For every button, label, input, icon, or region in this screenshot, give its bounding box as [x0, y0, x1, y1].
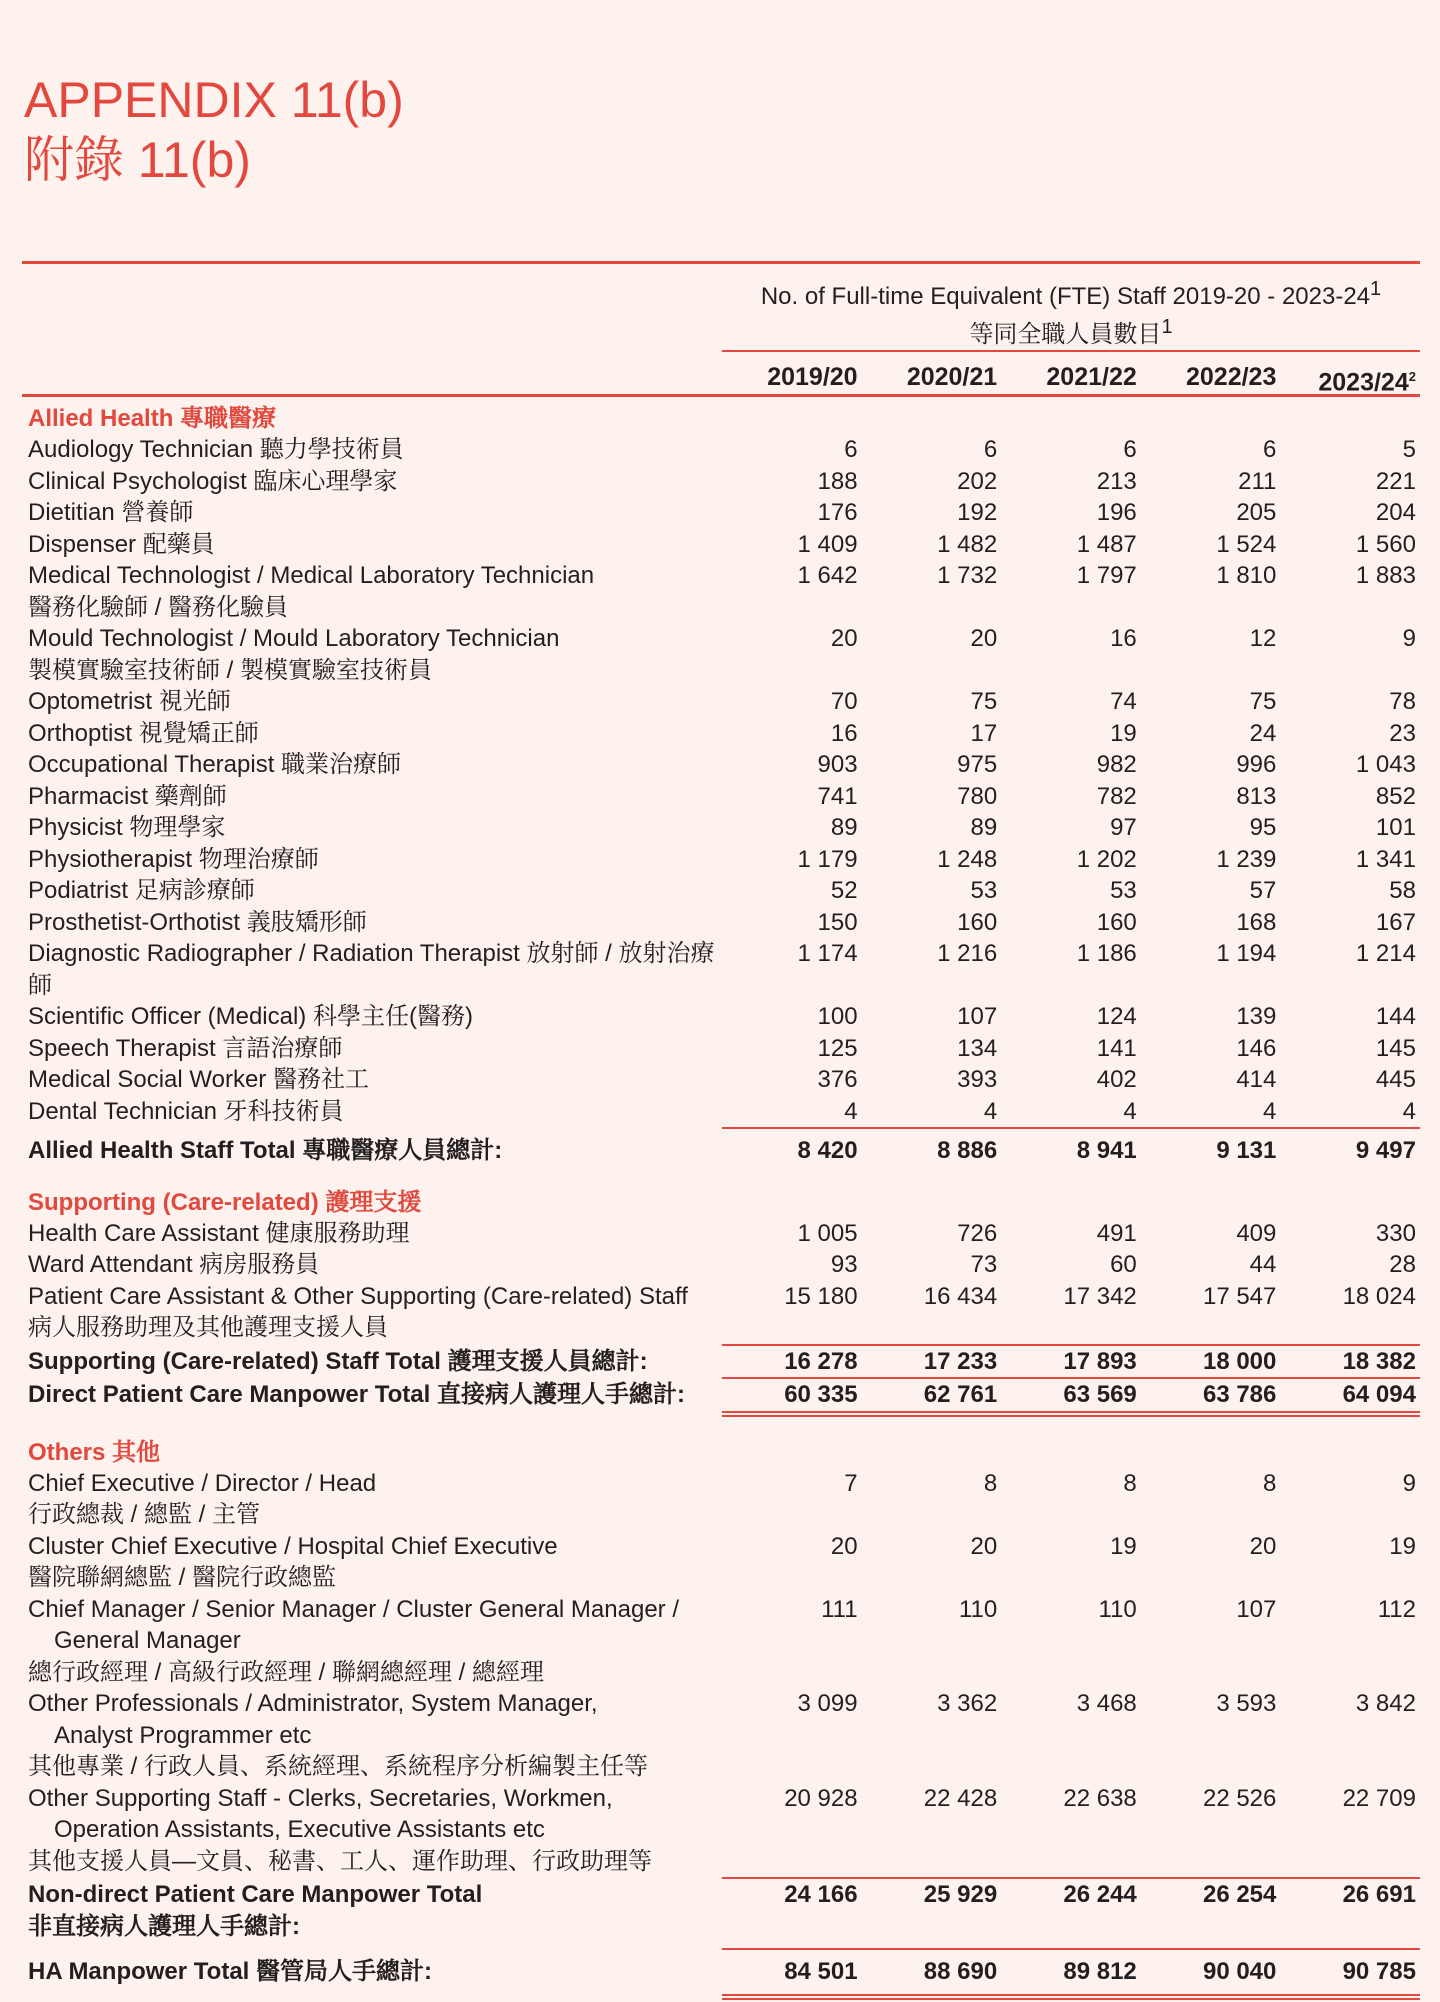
value-cell: 204 — [1375, 499, 1416, 526]
table-row — [22, 1249, 1420, 1281]
value-cell: 125 — [817, 1034, 858, 1062]
table-row — [22, 938, 1420, 1001]
value-cell: 1 005 — [797, 1219, 858, 1247]
row-label-l1: Chief Manager / Senior Manager / Cluster General Manager / — [28, 1595, 679, 1623]
row-label-l1: Chief Executive / Director / Head — [28, 1469, 377, 1497]
value-cell: 28 — [1389, 1251, 1416, 1278]
value-cell: 57 — [1249, 877, 1277, 904]
row-label — [22, 1688, 722, 1783]
value-cell: 44 — [1249, 1251, 1277, 1278]
value-cell: 3 099 — [797, 1690, 858, 1717]
table-row — [22, 1064, 1420, 1096]
year-header: 2022/23 — [1186, 363, 1277, 391]
row-label: Allied Health Staff Total 專職醫療人員總計: — [28, 1137, 503, 1164]
value-cell: 330 — [1375, 1219, 1416, 1247]
value-cell: 110 — [1098, 1595, 1137, 1623]
value-cell: 780 — [957, 782, 998, 810]
table-row — [22, 781, 1420, 813]
value-cell: 124 — [1096, 1003, 1137, 1030]
row-label-l1: Optometrist 視光師 — [28, 688, 231, 715]
row-label — [22, 907, 722, 939]
fte-staff-table — [22, 261, 1420, 2000]
value-cell: 1 186 — [1076, 940, 1137, 967]
row-label-l1: Medical Technologist / Medical Laboratory Technician — [28, 562, 595, 589]
value-cell: 12 — [1249, 625, 1277, 652]
value-cell: 741 — [817, 782, 858, 810]
value-cell: 60 — [1110, 1251, 1137, 1278]
value-cell: 22 638 — [1063, 1784, 1137, 1812]
value-cell: 3 362 — [937, 1690, 998, 1717]
table-row — [22, 1281, 1420, 1344]
section-heading-allied-health: Allied Health 專職醫療 — [28, 405, 277, 432]
row-label — [22, 1218, 722, 1250]
value-cell: 3 593 — [1216, 1690, 1277, 1717]
value-cell: 1 239 — [1216, 845, 1277, 873]
row-label-l1: Physicist 物理學家 — [28, 814, 226, 841]
value-cell: 6 — [1263, 436, 1277, 463]
value-cell: 160 — [957, 908, 998, 936]
value-cell: 19 — [1389, 1532, 1416, 1560]
row-label — [22, 844, 722, 876]
table-row — [22, 434, 1420, 466]
value-cell: 93 — [830, 1251, 858, 1278]
row-label-l1: Prosthetist-Orthotist 義肢矯形師 — [28, 908, 367, 936]
value-cell: 1 248 — [937, 845, 998, 873]
caption-zh-footnote-1: 1 — [1161, 316, 1173, 338]
value-cell: 1 482 — [937, 530, 998, 558]
value-cell: 376 — [817, 1066, 858, 1093]
row-label-l1: Audiology Technician 聽力學技術員 — [28, 436, 404, 463]
row-label-ind: General Manager — [54, 1627, 241, 1654]
value-cell: 25 929 — [923, 1881, 998, 1908]
value-cell: 78 — [1389, 688, 1416, 715]
value-cell: 402 — [1096, 1066, 1137, 1093]
value-cell: 1 409 — [797, 530, 858, 558]
value-cell: 110 — [958, 1595, 998, 1623]
non-direct-total-row — [22, 1879, 1420, 1942]
row-label — [22, 1001, 722, 1033]
row-label — [22, 812, 722, 844]
row-label: Supporting (Care-related) Staff Total 護理支援人員總計: — [28, 1347, 648, 1375]
row-label-l1: Ward Attendant 病房服務員 — [28, 1251, 320, 1278]
value-cell: 6 — [983, 436, 998, 463]
value-cell: 813 — [1236, 782, 1277, 810]
table-row — [22, 1218, 1420, 1250]
value-cell: 75 — [970, 688, 998, 715]
page-title — [24, 70, 404, 190]
year-headers — [722, 360, 1420, 399]
value-cell: 22 709 — [1342, 1784, 1416, 1812]
value-cell: 445 — [1375, 1066, 1416, 1093]
row-label-l2: 醫務化驗師 / 醫務化驗員 — [28, 593, 289, 621]
table-row — [22, 749, 1420, 781]
row-label-l1: Speech Therapist 言語治療師 — [28, 1034, 343, 1062]
value-cell: 63 786 — [1202, 1381, 1277, 1408]
row-label-l2: 醫院聯網總監 / 醫院行政總監 — [28, 1564, 337, 1591]
value-cell: 17 233 — [923, 1347, 998, 1375]
row-label-l1: Diagnostic Radiographer / Radiation Therapist 放射師 / 放射治療師 — [28, 940, 715, 999]
row-label-ind: Analyst Programmer etc — [54, 1721, 312, 1749]
row-label — [22, 1033, 722, 1065]
value-cell: 24 — [1249, 719, 1277, 747]
row-label — [22, 938, 722, 1001]
double-rule-top — [722, 1994, 1420, 1996]
row-label-l1: Cluster Chief Executive / Hospital Chief Executive — [28, 1532, 558, 1560]
value-cell: 903 — [817, 751, 858, 778]
value-cell: 160 — [1096, 908, 1137, 936]
value-cell: 26 254 — [1202, 1881, 1277, 1908]
value-cell: 8 941 — [1076, 1137, 1137, 1164]
value-cell: 852 — [1375, 782, 1416, 810]
row-label — [22, 497, 722, 529]
value-cell: 4 — [1263, 1097, 1277, 1125]
table-row — [22, 686, 1420, 718]
value-cell: 4 — [983, 1097, 998, 1125]
row-label-l1: Scientific Officer (Medical) 科學主任(醫務) — [28, 1003, 473, 1030]
row-label-l2: 總行政經理 / 高級行政經理 / 聯網總經理 / 總經理 — [28, 1658, 545, 1686]
ha-total-row — [22, 1950, 1420, 1988]
value-cell: 167 — [1375, 908, 1416, 936]
value-cell: 26 244 — [1063, 1881, 1137, 1908]
value-cell: 18 000 — [1202, 1347, 1277, 1375]
table-row — [22, 1594, 1420, 1689]
section-heading-supporting: Supporting (Care-related) 護理支援 — [28, 1188, 422, 1216]
value-cell: 1 174 — [797, 940, 858, 967]
value-cell: 188 — [817, 467, 858, 495]
value-cell: 89 — [830, 814, 858, 841]
value-cell: 1 810 — [1216, 562, 1277, 589]
value-cell: 15 180 — [784, 1282, 858, 1310]
year-header: 2021/22 — [1046, 363, 1137, 391]
others-rows — [22, 1468, 1420, 1878]
value-cell: 8 420 — [797, 1137, 858, 1164]
value-cell: 90 785 — [1342, 1958, 1416, 1985]
value-cell: 112 — [1377, 1595, 1416, 1623]
value-cell: 4 — [844, 1097, 858, 1125]
table-row — [22, 1783, 1420, 1878]
value-cell: 22 428 — [923, 1784, 998, 1812]
table-row — [22, 529, 1420, 561]
value-cell: 18 024 — [1342, 1282, 1416, 1310]
section-heading-others: Others 其他 — [28, 1438, 161, 1466]
year-header: 2020/21 — [906, 363, 998, 391]
value-cell: 63 569 — [1063, 1381, 1137, 1408]
value-cell: 144 — [1375, 1003, 1416, 1030]
table-row — [22, 844, 1420, 876]
row-label — [22, 1783, 722, 1878]
value-cell: 16 434 — [923, 1282, 998, 1310]
row-label-l2: 其他專業 / 行政人員、系統經理、系統程序分析編製主任等 — [28, 1753, 649, 1780]
value-cell: 145 — [1375, 1034, 1416, 1062]
row-label — [22, 434, 722, 466]
value-cell: 16 — [1110, 625, 1137, 652]
caption-rule — [722, 350, 1420, 352]
value-cell: 70 — [830, 688, 858, 715]
value-cell: 202 — [957, 467, 998, 495]
table-row — [22, 1001, 1420, 1033]
value-cell: 192 — [957, 499, 998, 526]
row-label-en: Non-direct Patient Care Manpower Total — [28, 1881, 483, 1908]
value-cell: 20 — [830, 625, 858, 652]
value-cell: 17 547 — [1202, 1282, 1277, 1310]
table-caption — [722, 274, 1420, 350]
caption-footnote-1: 1 — [1370, 278, 1382, 300]
table-row — [22, 1096, 1420, 1128]
row-label — [22, 781, 722, 813]
row-label — [22, 749, 722, 781]
table-row — [22, 875, 1420, 907]
value-cell: 1 214 — [1355, 940, 1416, 967]
value-cell: 52 — [830, 877, 858, 904]
value-cell: 782 — [1096, 782, 1137, 810]
value-cell: 150 — [817, 908, 858, 936]
value-cell: 726 — [957, 1219, 998, 1247]
row-label — [22, 560, 722, 623]
table-row — [22, 907, 1420, 939]
row-label — [22, 1531, 722, 1594]
value-cell: 1 797 — [1076, 562, 1137, 589]
value-cell: 95 — [1249, 814, 1277, 841]
value-cell: 213 — [1096, 467, 1137, 495]
allied-health-rows — [22, 434, 1420, 1127]
value-cell: 9 131 — [1216, 1137, 1277, 1164]
value-cell: 9 — [1402, 625, 1416, 652]
value-cell: 17 342 — [1063, 1282, 1137, 1310]
value-cell: 146 — [1236, 1034, 1277, 1062]
row-label: HA Manpower Total 醫管局人手總計: — [28, 1958, 432, 1985]
value-cell: 982 — [1096, 751, 1137, 778]
value-cell: 1 341 — [1355, 845, 1416, 873]
value-cell: 975 — [957, 751, 998, 778]
value-cell: 221 — [1375, 467, 1416, 495]
value-cell: 101 — [1375, 814, 1416, 841]
value-cell: 3 468 — [1076, 1690, 1137, 1717]
value-cell: 4 — [1402, 1097, 1416, 1125]
row-label-l1: Mould Technologist / Mould Laboratory Technician — [28, 625, 560, 652]
year-header — [1280, 360, 1420, 399]
value-cell: 17 893 — [1063, 1347, 1137, 1375]
value-cell: 6 — [844, 436, 858, 463]
section-gap — [22, 1417, 1420, 1437]
value-cell: 1 883 — [1355, 562, 1416, 589]
row-label-l1: Physiotherapist 物理治療師 — [28, 845, 319, 873]
row-label-l2: 其他支援人員—文員、秘書、工人、運作助理、行政助理等 — [28, 1847, 652, 1875]
value-cell: 17 — [970, 719, 998, 747]
table-row — [22, 812, 1420, 844]
title-english: APPENDIX 11(b) — [24, 72, 404, 128]
value-cell: 139 — [1236, 1003, 1277, 1030]
row-label — [22, 1249, 722, 1281]
value-cell: 26 691 — [1342, 1881, 1416, 1908]
value-cell: 211 — [1238, 467, 1277, 495]
value-cell: 84 501 — [784, 1958, 858, 1985]
value-cell: 409 — [1236, 1219, 1277, 1247]
row-label-l1: Occupational Therapist 職業治療師 — [28, 751, 402, 778]
value-cell: 414 — [1236, 1066, 1277, 1093]
value-cell: 9 497 — [1355, 1137, 1416, 1164]
value-cell: 60 335 — [784, 1381, 858, 1408]
value-cell: 89 — [970, 814, 998, 841]
value-cell: 205 — [1236, 499, 1277, 526]
row-label — [22, 1468, 722, 1531]
value-cell: 20 — [970, 1532, 998, 1560]
row-label — [22, 686, 722, 718]
row-label-l1: Health Care Assistant 健康服務助理 — [28, 1219, 410, 1247]
value-cell: 8 — [1123, 1469, 1137, 1497]
value-cell: 393 — [957, 1066, 998, 1093]
table-row — [22, 718, 1420, 750]
value-cell: 8 886 — [937, 1137, 998, 1164]
value-cell: 16 — [830, 719, 858, 747]
year-header: 2019/20 — [767, 363, 858, 391]
value-cell: 74 — [1110, 688, 1137, 715]
value-cell: 8 — [983, 1469, 998, 1497]
value-cell: 1 487 — [1076, 530, 1137, 558]
value-cell: 196 — [1096, 499, 1137, 526]
row-label — [22, 1064, 722, 1096]
row-label — [22, 466, 722, 498]
value-cell: 16 278 — [784, 1347, 858, 1375]
value-cell: 8 — [1263, 1469, 1277, 1497]
value-cell: 19 — [1110, 719, 1137, 747]
value-cell: 491 — [1096, 1219, 1137, 1247]
value-cell: 1 560 — [1355, 530, 1416, 558]
value-cell: 134 — [957, 1034, 998, 1062]
row-label — [22, 1879, 722, 1942]
row-label-l1: Clinical Psychologist 臨床心理學家 — [28, 467, 398, 495]
row-label-l1: Medical Social Worker 醫務社工 — [28, 1066, 369, 1093]
allied-health-total-row — [22, 1129, 1420, 1167]
table-row — [22, 466, 1420, 498]
row-label — [22, 1594, 722, 1689]
table-row — [22, 1531, 1420, 1594]
value-cell: 7 — [844, 1469, 858, 1497]
row-label — [22, 1281, 722, 1344]
value-cell: 3 842 — [1355, 1690, 1416, 1717]
table-row — [22, 1033, 1420, 1065]
caption-chinese: 等同全職人員數目 — [969, 321, 1162, 348]
row-label-ind: Operation Assistants, Executive Assistants etc — [54, 1816, 545, 1843]
value-cell: 111 — [821, 1595, 858, 1623]
value-cell: 1 194 — [1216, 940, 1277, 967]
row-label-l1: Orthoptist 視覺矯正師 — [28, 719, 259, 747]
value-cell: 58 — [1389, 877, 1416, 904]
value-cell: 73 — [970, 1251, 998, 1278]
row-label-l2: 製模實驗室技術師 / 製模實驗室技術員 — [28, 656, 433, 684]
supporting-rows — [22, 1218, 1420, 1344]
supporting-total-row — [22, 1346, 1420, 1378]
row-label — [22, 529, 722, 561]
value-cell: 4 — [1123, 1097, 1137, 1125]
value-cell: 1 202 — [1076, 845, 1137, 873]
value-cell: 89 812 — [1063, 1958, 1137, 1985]
row-label-l1: Dental Technician 牙科技術員 — [28, 1097, 344, 1125]
value-cell: 20 — [830, 1532, 858, 1560]
value-cell: 1 524 — [1216, 530, 1277, 558]
value-cell: 18 382 — [1342, 1347, 1416, 1375]
year-header-text: 2023/24 — [1318, 368, 1409, 397]
table-row — [22, 623, 1420, 686]
double-rule-top — [722, 1411, 1420, 1413]
value-cell: 1 642 — [797, 562, 858, 589]
double-rule-bottom — [722, 1998, 1420, 2000]
value-cell: 75 — [1249, 688, 1277, 715]
row-label-l1: Pharmacist 藥劑師 — [28, 782, 227, 810]
value-cell: 20 928 — [784, 1784, 858, 1812]
table-header — [22, 264, 1420, 397]
value-cell: 168 — [1236, 908, 1277, 936]
value-cell: 1 216 — [937, 940, 998, 967]
table-row — [22, 1688, 1420, 1783]
caption-english: No. of Full-time Equivalent (FTE) Staff 2019-20 - 2023-24 — [760, 283, 1371, 310]
row-label-l2: 病人服務助理及其他護理支援人員 — [28, 1314, 388, 1341]
row-label-l2: 行政總裁 / 總監 / 主管 — [28, 1501, 261, 1528]
value-cell: 19 — [1110, 1532, 1137, 1560]
row-label — [22, 718, 722, 750]
table-row — [22, 497, 1420, 529]
row-label-l1: Dietitian 營養師 — [28, 499, 194, 526]
value-cell: 9 — [1402, 1469, 1416, 1497]
value-cell: 6 — [1123, 436, 1137, 463]
value-cell: 141 — [1096, 1034, 1137, 1062]
year-footnote-2: 2 — [1408, 369, 1416, 384]
row-label-l1: Other Professionals / Administrator, System Manager, — [28, 1690, 598, 1717]
value-cell: 996 — [1236, 751, 1277, 778]
row-label-l1: Podiatrist 足病診療師 — [28, 877, 255, 904]
value-cell: 22 526 — [1202, 1784, 1277, 1812]
value-cell: 1 732 — [937, 562, 998, 589]
row-label — [22, 875, 722, 907]
value-cell: 90 040 — [1202, 1958, 1277, 1985]
value-cell: 20 — [970, 625, 998, 652]
value-cell: 23 — [1389, 719, 1416, 747]
value-cell: 107 — [957, 1003, 998, 1030]
value-cell: 62 761 — [923, 1381, 998, 1408]
row-label-l1: Dispenser 配藥員 — [28, 530, 215, 558]
value-cell: 5 — [1402, 436, 1416, 463]
value-cell: 53 — [1110, 877, 1137, 904]
value-cell: 88 690 — [923, 1958, 998, 1985]
value-cell: 53 — [970, 877, 998, 904]
row-label-l1: Other Supporting Staff - Clerks, Secretaries, Workmen, — [28, 1784, 613, 1812]
value-cell: 1 179 — [797, 845, 858, 873]
direct-care-total-row — [22, 1379, 1420, 1411]
row-label — [22, 623, 722, 686]
value-cell: 20 — [1249, 1532, 1277, 1560]
table-row — [22, 1468, 1420, 1531]
row-label-l1: Patient Care Assistant & Other Supporting (Care-related) Staff — [28, 1282, 688, 1310]
value-cell: 100 — [817, 1003, 858, 1030]
title-chinese: 附錄 11(b) — [24, 132, 251, 188]
value-cell: 107 — [1236, 1595, 1277, 1623]
value-cell: 176 — [817, 499, 858, 526]
value-cell: 24 166 — [784, 1881, 858, 1908]
value-cell: 97 — [1110, 814, 1137, 841]
row-label — [22, 1096, 722, 1128]
row-label: Direct Patient Care Manpower Total 直接病人護理人手總計: — [28, 1381, 685, 1408]
value-cell: 1 043 — [1355, 751, 1416, 778]
section-gap — [22, 1167, 1420, 1187]
table-row — [22, 560, 1420, 623]
row-label-zh: 非直接病人護理人手總計: — [28, 1912, 300, 1940]
value-cell: 64 094 — [1342, 1381, 1416, 1408]
